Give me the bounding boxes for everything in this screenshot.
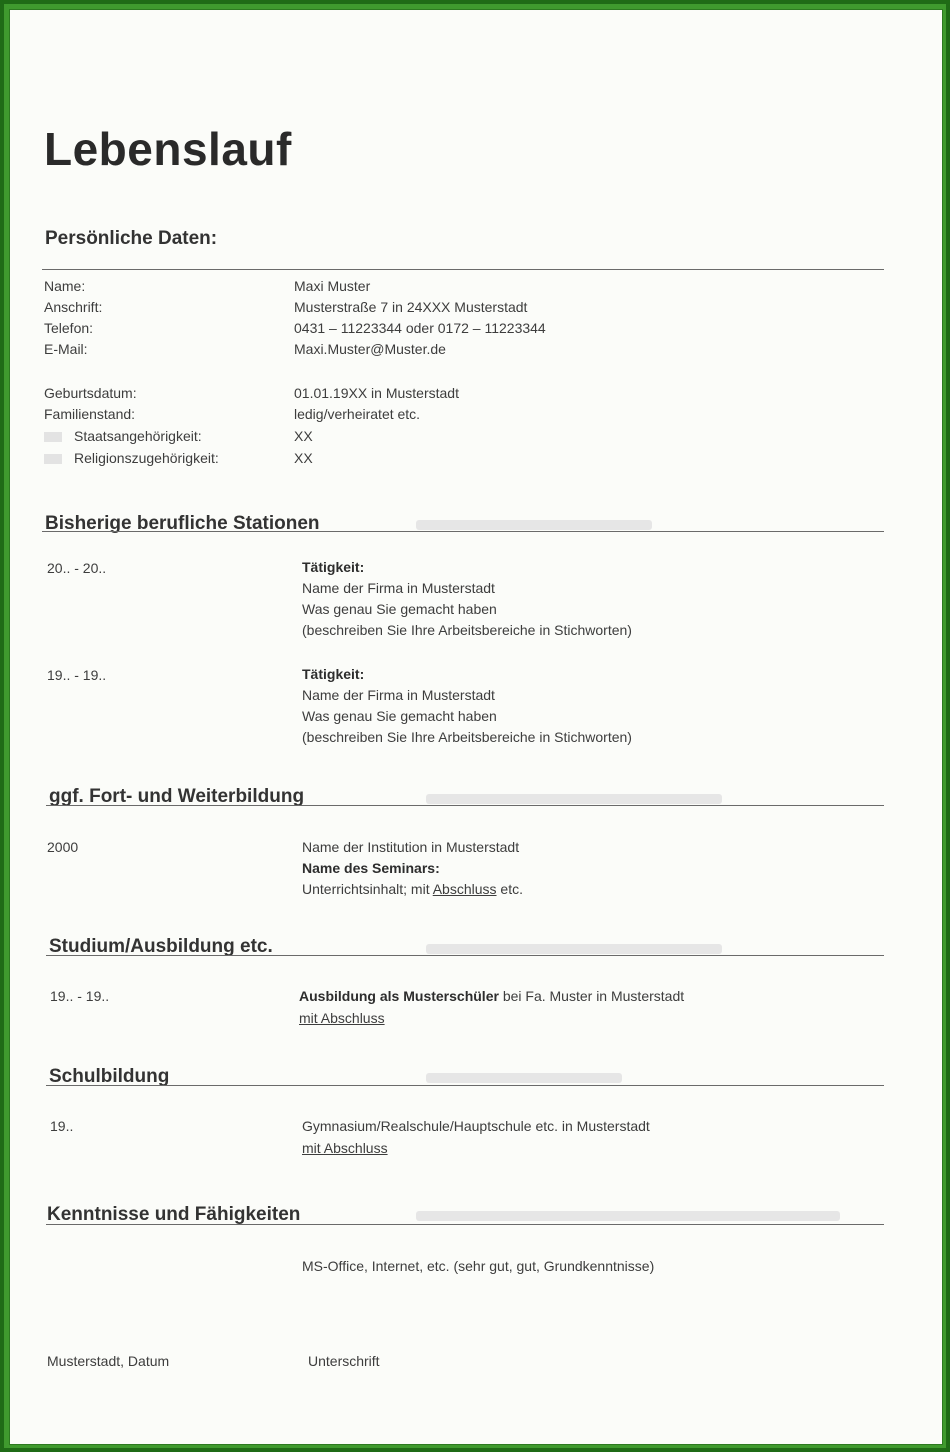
training-institution: Name der Institution in Musterstadt: [302, 839, 520, 855]
label-email: E-Mail:: [44, 341, 88, 357]
label-marital-status: Familienstand:: [44, 406, 136, 422]
blurred-annotation: [416, 1211, 840, 1221]
label-address: Anschrift:: [44, 299, 103, 315]
footer-place-date: Musterstadt, Datum: [47, 1353, 170, 1369]
section-heading-skills: Kenntnisse und Fähigkeiten: [47, 1204, 301, 1225]
value-email: Maxi.Muster@Muster.de: [294, 341, 446, 357]
document-page: [9, 9, 943, 1445]
value-birthdate: 01.01.19XX in Musterstadt: [294, 385, 459, 401]
blurred-annotation: [426, 794, 722, 804]
career-task: Was genau Sie gemacht haben: [302, 708, 497, 724]
section-divider: [46, 1085, 884, 1086]
study-degree: mit Abschluss: [299, 1010, 385, 1026]
training-date: 2000: [47, 839, 79, 855]
bullet-square-icon: [44, 454, 62, 464]
section-divider: [42, 531, 884, 532]
section-divider: [46, 955, 884, 956]
label-phone: Telefon:: [44, 320, 94, 336]
blurred-annotation: [416, 520, 652, 530]
training-content: [302, 881, 523, 897]
section-divider: [42, 269, 884, 270]
label-name: Name:: [44, 278, 86, 294]
career-company: Name der Firma in Musterstadt: [302, 580, 495, 596]
blurred-annotation: [426, 944, 722, 954]
value-address: Musterstraße 7 in 24XXX Musterstadt: [294, 299, 528, 315]
career-description: (beschreiben Sie Ihre Arbeitsbereiche in Stichworten): [302, 622, 632, 638]
label-religion: [44, 450, 219, 466]
section-divider: [46, 1224, 884, 1225]
label-religion-text: Religionszugehörigkeit:: [74, 450, 219, 466]
document-title: Lebenslauf: [44, 123, 292, 175]
label-birthdate: Geburtsdatum:: [44, 385, 137, 401]
value-phone: 0431 – 11223344 oder 0172 – 11223344: [294, 320, 546, 336]
career-date: 19.. - 19..: [47, 667, 107, 683]
bullet-square-icon: [44, 432, 62, 442]
career-task: Was genau Sie gemacht haben: [302, 601, 497, 617]
career-date: 20.. - 20..: [47, 560, 107, 576]
career-company: Name der Firma in Musterstadt: [302, 687, 495, 703]
career-description: (beschreiben Sie Ihre Arbeitsbereiche in Stichworten): [302, 729, 632, 745]
value-name: Maxi Muster: [294, 278, 371, 294]
value-nationality: XX: [294, 428, 313, 444]
section-heading-career: Bisherige berufliche Stationen: [45, 513, 320, 534]
school-degree: mit Abschluss: [302, 1140, 388, 1156]
study-title-rest: bei Fa. Muster in Musterstadt: [498, 988, 685, 1004]
section-heading-school: Schulbildung: [49, 1066, 170, 1087]
training-seminar: Name des Seminars:: [302, 860, 440, 876]
blurred-annotation: [426, 1073, 622, 1083]
training-content-prefix: Unterrichtsinhalt; mit: [302, 881, 433, 897]
section-divider: [46, 805, 884, 806]
study-title: [299, 988, 684, 1004]
career-role: Tätigkeit:: [302, 666, 365, 682]
study-title-bold: Ausbildung als Musterschüler: [299, 988, 499, 1004]
label-nationality: [44, 428, 202, 444]
section-heading-personal: Persönliche Daten:: [45, 228, 218, 249]
training-content-suffix: etc.: [496, 881, 523, 897]
section-heading-training: ggf. Fort- und Weiterbildung: [49, 786, 305, 807]
footer-signature: Unterschrift: [308, 1353, 380, 1369]
value-religion: XX: [294, 450, 313, 466]
training-content-link: Abschluss: [432, 881, 497, 897]
skills-text: MS-Office, Internet, etc. (sehr gut, gut, Grundkenntnisse): [302, 1258, 655, 1274]
career-role: Tätigkeit:: [302, 559, 365, 575]
value-marital-status: ledig/verheiratet etc.: [294, 406, 421, 422]
label-nationality-text: Staatsangehörigkeit:: [74, 428, 202, 444]
school-date: 19..: [50, 1118, 74, 1134]
study-date: 19.. - 19..: [50, 988, 110, 1004]
school-text: Gymnasium/Realschule/Hauptschule etc. in Musterstadt: [302, 1118, 650, 1134]
section-heading-study: Studium/Ausbildung etc.: [49, 936, 273, 957]
